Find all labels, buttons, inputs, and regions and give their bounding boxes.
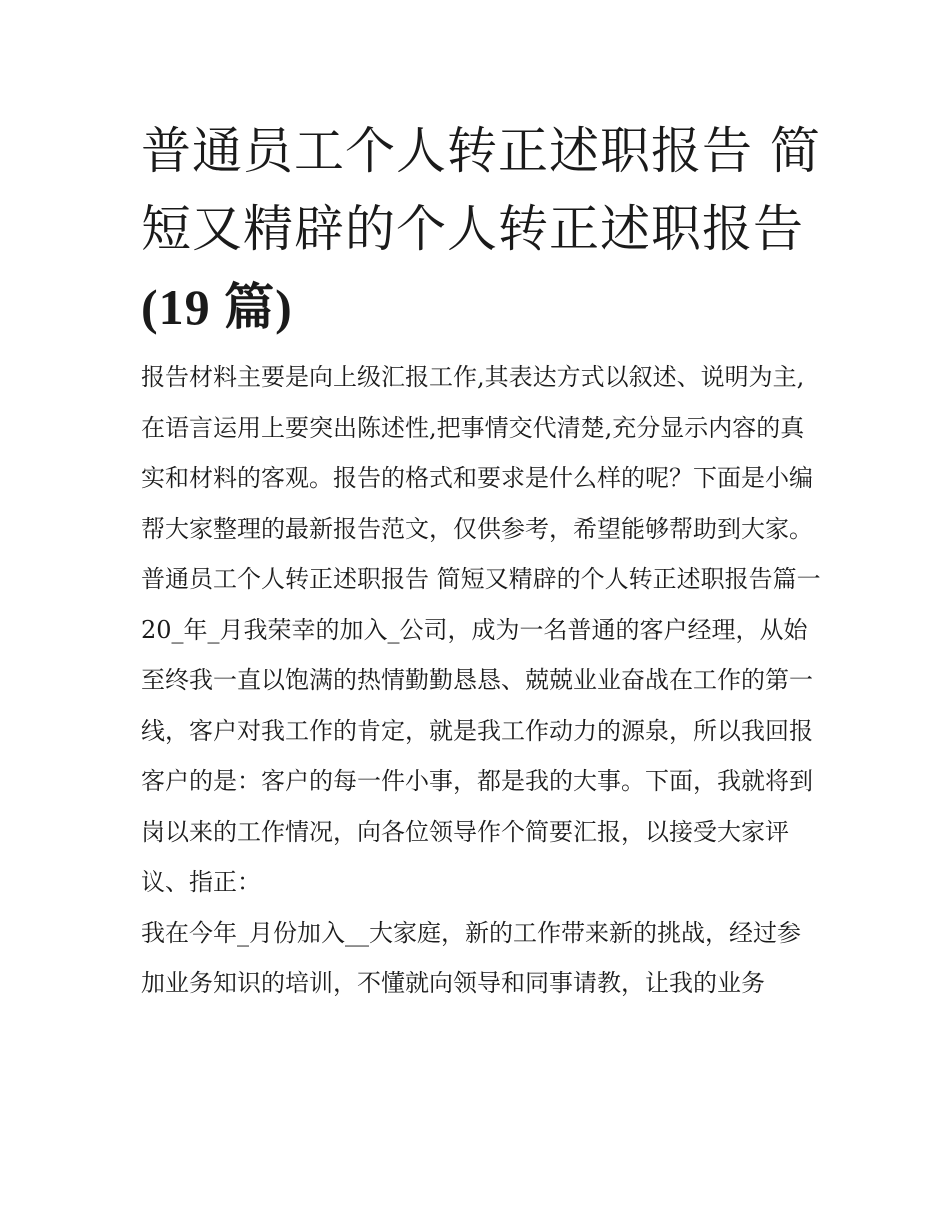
section-heading: 普通员工个人转正述职报告 简短又精辟的个人转正述职报告篇一	[141, 565, 821, 593]
body-paragraph-1: 20_年_月我荣幸的加入_公司，成为一名普通的客户经理，从始至终我一直以饱满的热情勤勤恳恳、兢兢业业奋战在工作的第一线，客户对我工作的肯定，就是我工作动力的源泉，所以我回报客户的是：客户的每一件小事，都是我的大事。下面，我就将到岗以来的工作情况，向各位领导作个简要汇报，以接受大家评议、指正：	[141, 615, 813, 896]
title-line-3: (19 篇)	[141, 279, 293, 335]
intro-paragraph: 报告材料主要是向上级汇报工作,其表达方式以叙述、说明为主,在语言运用上要突出陈述性,把事情交代清楚,充分显示内容的真实和材料的客观。报告的格式和要求是什么样的呢？下面是小编帮大家整理的最新报告范文，仅供参考，希望能够帮助到大家。	[141, 363, 813, 543]
title-line-1: 普通员工个人转正述职报告 简	[141, 122, 821, 180]
body-paragraph-2: 我在今年_月份加入__大家庭，新的工作带来新的挑战，经过参加业务知识的培训，不懂就向领导和同事请教，让我的业务	[141, 918, 801, 997]
document-title	[141, 112, 821, 346]
title-line-2: 短又精辟的个人转正述职报告	[141, 200, 804, 258]
document-body	[141, 352, 821, 1009]
